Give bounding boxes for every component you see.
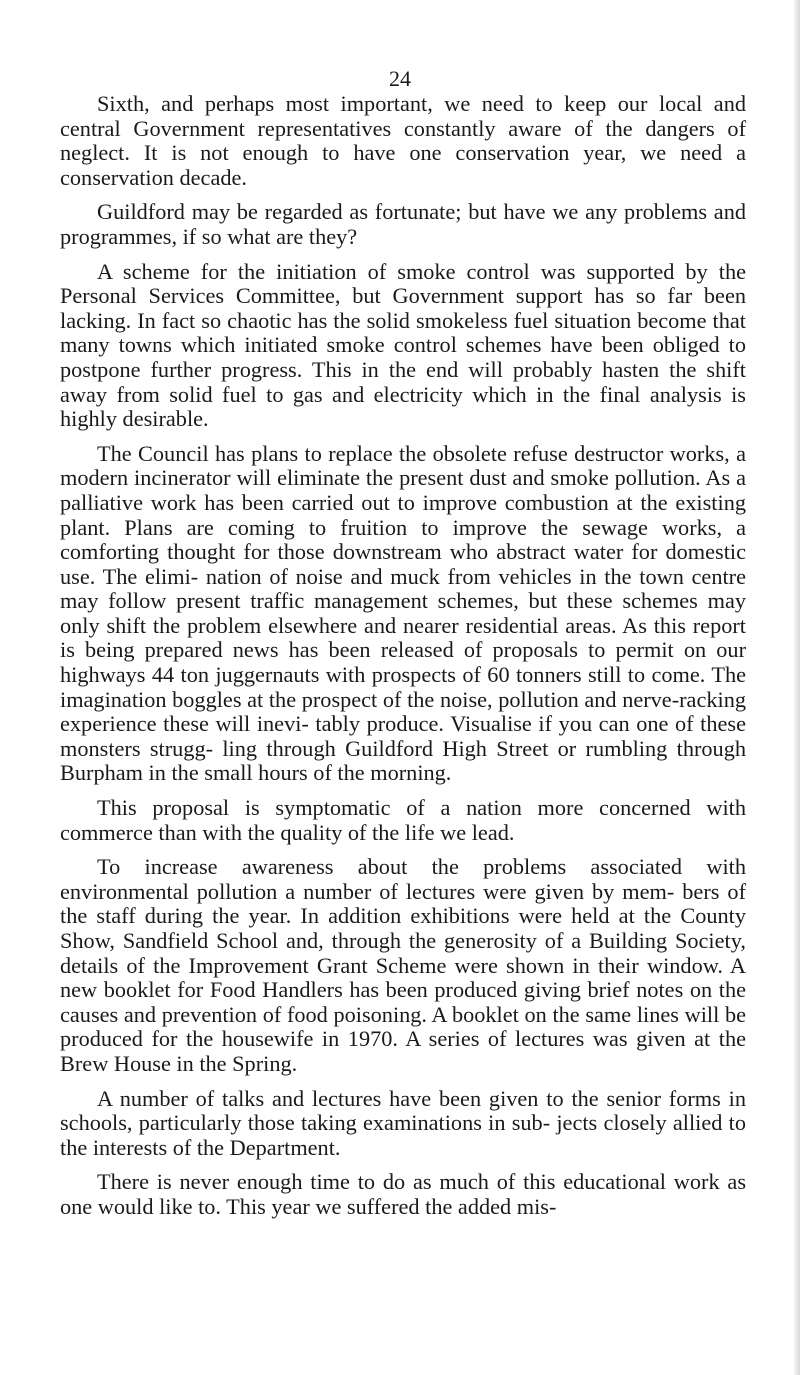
body-text bbox=[60, 92, 746, 1230]
paragraph-educational-work: There is never enough time to do as much of this educational work as one would like to. This year we suffered the added mis- bbox=[60, 1169, 746, 1219]
page-edge-shadow bbox=[794, 0, 800, 1375]
paragraph-symptomatic-proposal: This proposal is symptomatic of a nation more concerned with commerce than with the quality of the life we lead. bbox=[60, 795, 746, 845]
paragraph-refuse-and-traffic: The Council has plans to replace the obsolete refuse destructor works, a modern incinerator will eliminate the present dust and smoke pollution. As a palliative work has been carried out to improve combustion at the existing plant. Plans are coming to fruition to improve the sewage works, a comforting thought for those downstream who abstract water for domestic use. The elimi- nation of noise and muck from vehicles in the town centre may follow present traffic management schemes, but these schemes may only shift the problem elsewhere and nearer residential areas. As this report is being prepared news has been released of proposals to permit on our highways 44 ton juggernauts with prospects of 60 tonners still to come. The imagination boggles at the prospect of the noise, pollution and nerve-racking experience these will inevi- tably produce. Visualise if you can one of these monsters strugg- ling through Guildford High Street or rumbling through Burpham in the small hours of the morning. bbox=[60, 440, 746, 786]
page-number: 24 bbox=[389, 66, 411, 91]
paragraph-lectures-exhibitions: To increase awareness about the problems associated with environmental pollution a number of lectures were given by mem- bers of the staff during the year. In addition exhibitions were held at the County Show, Sandfield School and, through the generosity of a Building Society, details of the Improvement Grant Scheme were shown in their window. A new booklet for Food Handlers has been produced giving brief notes on the causes and prevention of food poisoning. A booklet on the same lines will be produced for the housewife in 1970. A series of lectures was given at the Brew House in the Spring. bbox=[60, 854, 746, 1076]
paragraph-conservation-decade: Sixth, and perhaps most important, we need to keep our local and central Government representatives constantly aware of the dangers of neglect. It is not enough to have one conservation year, we need a conservation decade. bbox=[60, 91, 746, 190]
paragraph-school-talks: A number of talks and lectures have been given to the senior forms in schools, particularly those taking examinations in sub- jects closely allied to the interests of the Department. bbox=[60, 1085, 746, 1160]
paragraph-smoke-control: A scheme for the initiation of smoke control was supported by the Personal Services Committee, but Government support has so far been lacking. In fact so chaotic has the solid smokeless fuel situation become that many towns which initiated smoke control schemes have been obliged to postpone further progress. This in the end will probably hasten the shift away from solid fuel to gas and electricity which in the final analysis is highly desirable. bbox=[60, 258, 746, 432]
paragraph-guildford-problems: Guildford may be regarded as fortunate; but have we any problems and programmes, if so what are they? bbox=[60, 199, 746, 249]
